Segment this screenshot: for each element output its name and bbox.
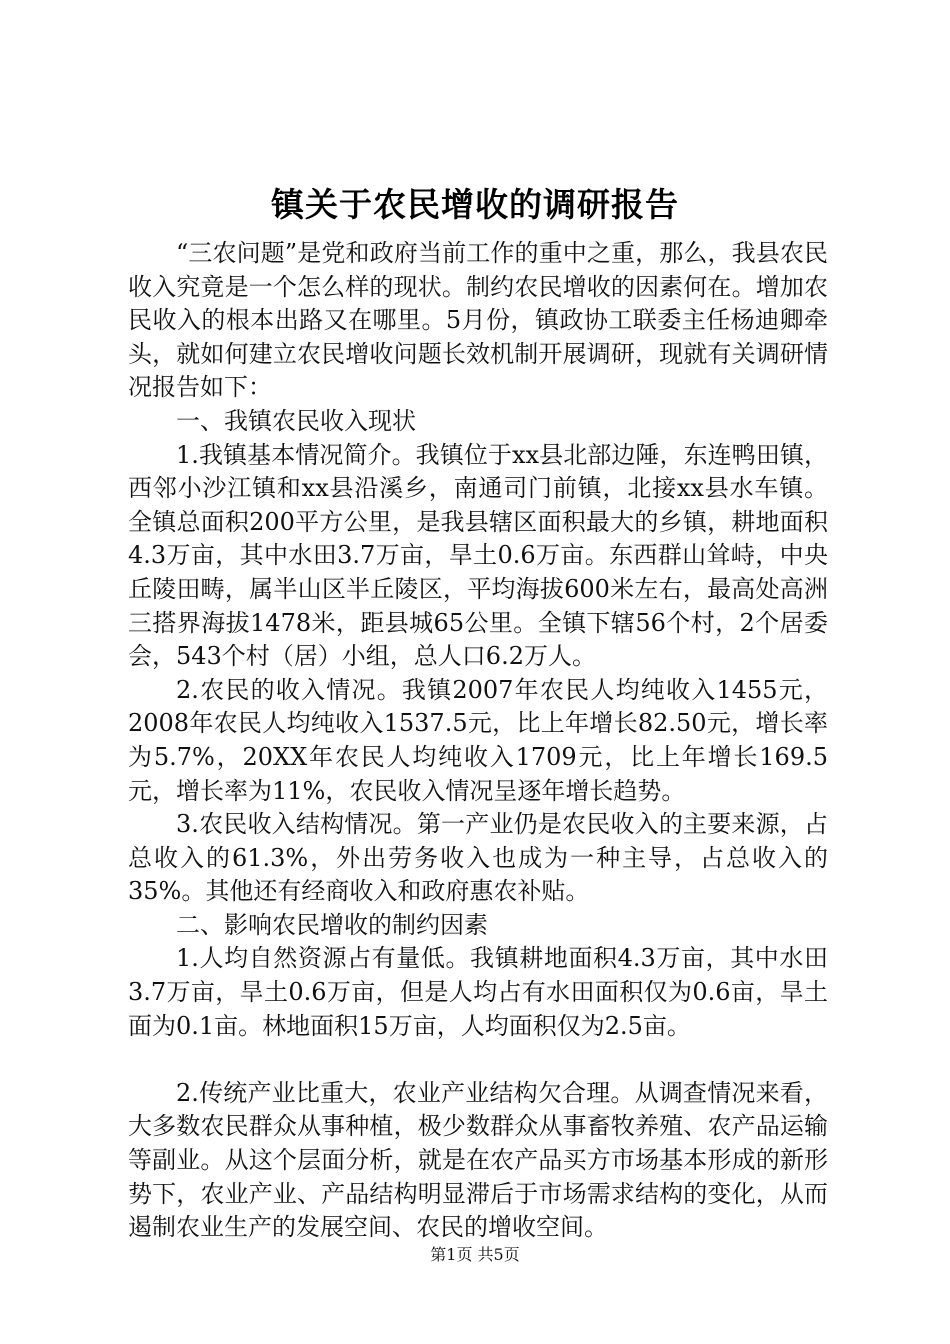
paragraph-income-structure: 3.农民收入结构情况。第一产业仍是农民收入的主要来源，占总收入的61.3%，外出劳务收入也成为一种主导，占总收入的35%。其他还有经商收入和政府惠农补贴。 (128, 810, 828, 906)
page-footer: 第1页 共5页 (430, 1245, 520, 1264)
paragraph-resources: 1.人均自然资源占有量低。我镇耕地面积4.3万亩，其中水田3.7万亩，旱土0.6万亩，但是人均占有水田面积仅为0.6亩，旱土面为0.1亩。林地面积15万亩，人均面积仅为2.5亩。 (128, 944, 828, 1040)
section-heading-1: 一、我镇农民收入现状 (176, 406, 416, 435)
paragraph-intro: “三农问题”是党和政府当前工作的重中之重，那么，我县农民收入究竟是一个怎么样的现状。制约农民增收的因素何在。增加农民收入的根本出路又在哪里。5月份，镇政协工联委主任杨迪卿牵头，就如何建立农民增收问题长效机制开展调研，现就有关调研情况报告如下： (128, 239, 828, 402)
paragraph-basic-info: 1.我镇基本情况简介。我镇位于xx县北部边陲，东连鸭田镇，西邻小沙江镇和xx县沿溪乡，南通司门前镇，北接xx县水车镇。全镇总面积200平方公里，是我县辖区面积最大的乡镇，耕地面积4.3万亩，其中水田3.7万亩，旱土0.6万亩。东西群山耸峙，中央丘陵田畴，属半山区半丘陵区，平均海拔600米左右，最高处高洲三搭界海拔1478米，距县城65公里。全镇下辖56个村，2个居委会，543个村（居）小组，总人口6.2万人。 (128, 440, 828, 671)
paragraph-industry: 2.传统产业比重大，农业产业结构欠合理。从调查情况来看，大多数农民群众从事种植，极少数群众从事畜牧养殖、农产品运输等副业。从这个层面分析，就是在农产品买方市场基本形成的新形势下，农业产业、产品结构明显滞后于市场需求结构的变化，从而遏制农业生产的发展空间、农民的增收空间。 (128, 1078, 828, 1242)
document-title: 镇关于农民增收的调研报告 (271, 185, 679, 224)
paragraph-spacer (128, 1043, 828, 1077)
paragraph-income: 2.农民的收入情况。我镇2007年农民人均纯收入1455元，2008年农民人均纯收入1537.5元，比上年增长82.50元，增长率为5.7%，20XX年农民人均纯收入1709元，比上年增长169.5元，增长率为11%，农民收入情况呈逐年增长趋势。 (128, 675, 828, 805)
section-heading-2: 二、影响农民增收的制约因素 (176, 910, 488, 939)
document-body (128, 237, 828, 1245)
